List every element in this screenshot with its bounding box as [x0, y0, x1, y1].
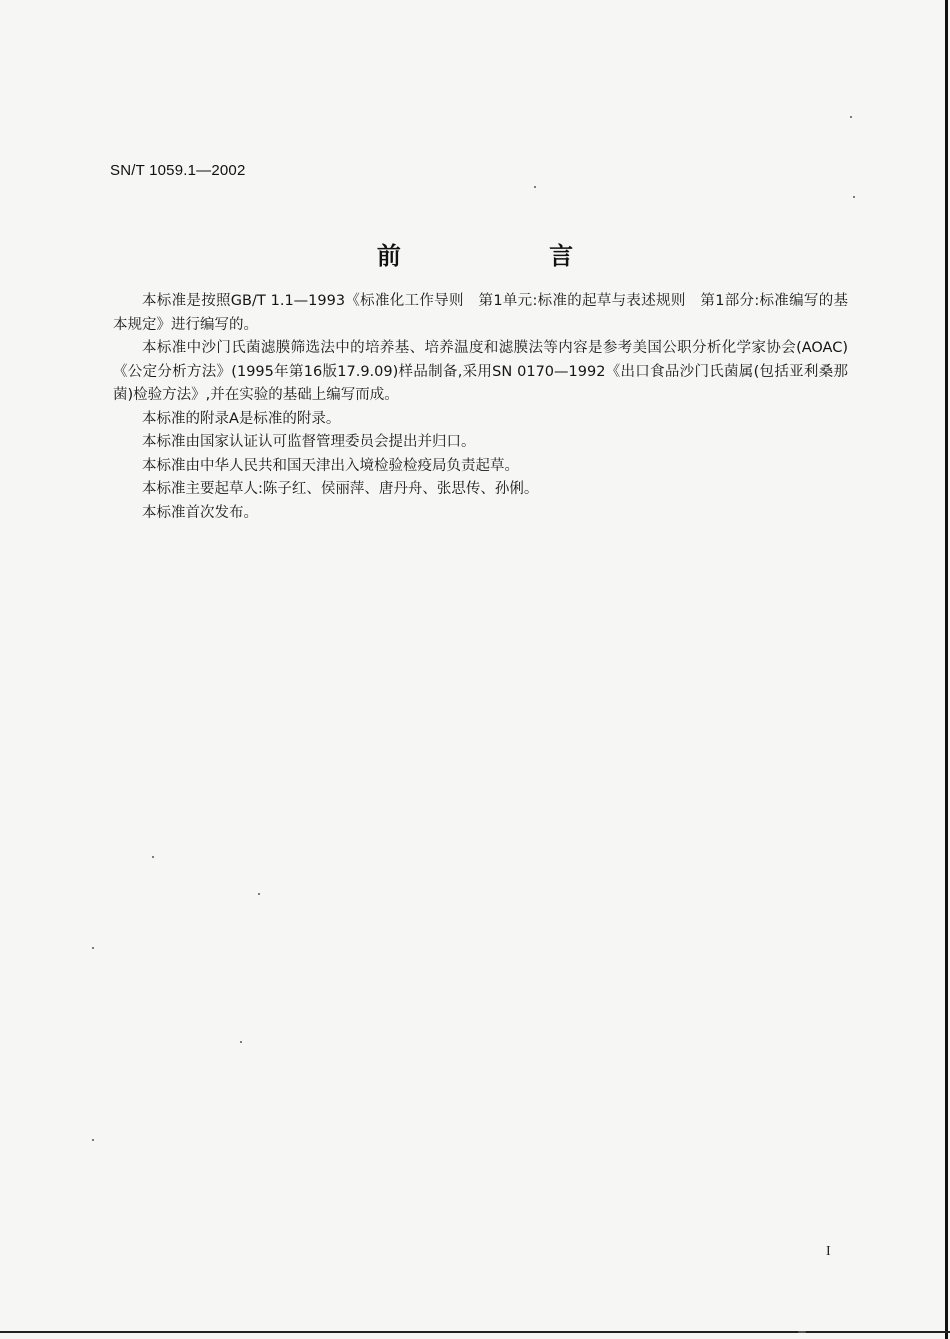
standard-code: SN/T 1059.1—2002: [110, 162, 246, 179]
scan-speck: [92, 947, 94, 949]
scan-speck: [240, 1041, 242, 1043]
page-number: I: [826, 1244, 831, 1259]
scan-speck: [798, 1331, 806, 1333]
page-edge-bottom: [0, 1331, 950, 1333]
paragraph: 本标准中沙门氏菌滤膜筛选法中的培养基、培养温度和滤膜法等内容是参考美国公职分析化学家协会(AOAC)《公定分析方法》(1995年第16版17.9.09)样品制备,采用SN 0170—1992《出口食品沙门氏菌属(包括亚利桑那菌)检验方法》,并在实验的基础上编写而成。: [113, 340, 848, 403]
paragraph: 本标准由中华人民共和国天津出入境检验检疫局负责起草。: [142, 457, 519, 474]
paragraph: 本标准主要起草人:陈子红、侯丽萍、唐丹舟、张思传、孙俐。: [142, 481, 539, 497]
scan-speck: [534, 186, 536, 188]
paragraph: 本标准由国家认证认可监督管理委员会提出并归口。: [142, 434, 476, 450]
paragraph: 本标准的附录A是标准的附录。: [142, 410, 341, 427]
foreword-body: [113, 290, 848, 525]
scan-speck: [152, 856, 154, 858]
scan-speck: [850, 116, 852, 118]
paragraph: 本标准首次发布。: [142, 504, 258, 521]
scan-speck: [853, 196, 855, 198]
page-title: 前 言: [376, 242, 644, 270]
paragraph: 本标准是按照GB/T 1.1—1993《标准化工作导则 第1单元:标准的起草与表述规则 第1部分:标准编写的基本规定》进行编写的。: [113, 293, 848, 333]
scan-speck: [258, 893, 260, 895]
page-edge-right: [945, 0, 948, 1339]
scan-speck: [92, 1139, 94, 1141]
